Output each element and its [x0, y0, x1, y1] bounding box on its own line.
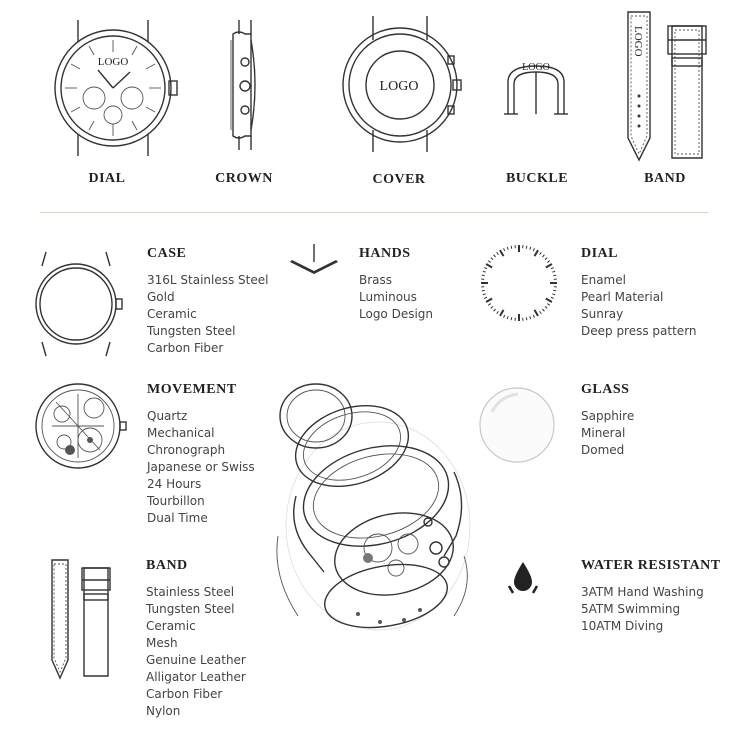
dial-tick: [497, 252, 499, 254]
list-item: 10ATM Diving: [581, 619, 664, 633]
section-title-case: CASE: [147, 246, 187, 261]
section-band: [146, 558, 246, 720]
dial-tick: [552, 271, 555, 272]
dial-tick: [542, 255, 544, 257]
dial-tick: [546, 264, 552, 268]
dial-tick: [552, 294, 555, 295]
list-dial: [581, 272, 697, 340]
top-label-buckle: BUCKLE: [505, 171, 569, 186]
list-item: Quartz: [147, 409, 188, 423]
list-item: Mesh: [146, 636, 178, 650]
dial-tick: [491, 306, 493, 308]
dial-tick: [484, 268, 487, 269]
dial-tick: [547, 261, 549, 263]
watch-crown-icon: [225, 20, 265, 150]
dial-tick: [526, 246, 527, 249]
watch-cover-icon: [335, 12, 465, 157]
list-item: Mineral: [581, 426, 626, 440]
dial-tick: [542, 309, 544, 311]
dial-tick: [504, 315, 505, 318]
list-item: Tungsten Steel: [146, 602, 235, 616]
list-item: Carbon Fiber: [146, 687, 223, 701]
list-item: Genuine Leather: [146, 653, 246, 667]
dial-tick: [486, 264, 492, 268]
section-title-water: WATER RESISTANT: [581, 558, 721, 573]
section-water-resistant: [581, 558, 721, 635]
list-item: 3ATM Hand Washing: [581, 585, 704, 599]
section-dial: [581, 246, 697, 340]
dial-tick: [530, 316, 531, 319]
section-case: [147, 246, 268, 357]
dial-tick: [545, 306, 547, 308]
dial-tick: [500, 310, 504, 316]
top-label-band: BAND: [644, 171, 686, 186]
dial-tick: [526, 317, 527, 320]
dial-tick: [491, 258, 493, 260]
band-strap-icon: [46, 556, 118, 680]
dial-tick: [483, 294, 486, 295]
dial-tick: [547, 304, 549, 306]
band-logo: LOGO: [632, 26, 644, 57]
list-item: Pearl Material: [581, 290, 664, 304]
dial-tick: [507, 316, 508, 319]
list-item: Dual Time: [147, 511, 208, 525]
list-item: Ceramic: [147, 307, 197, 321]
dial-tick: [540, 252, 542, 254]
exploded-watch-illustration: [268, 376, 480, 638]
dial-tick: [483, 271, 486, 272]
section-title-dial: DIAL: [581, 246, 619, 261]
dial-logo: LOGO: [97, 56, 129, 68]
list-hands: [359, 272, 433, 323]
list-water: [581, 584, 721, 635]
list-item: Ceramic: [146, 619, 196, 633]
buckle-logo: LOGO: [522, 62, 550, 73]
list-item: Tourbillon: [147, 494, 205, 508]
list-item: Stainless Steel: [146, 585, 235, 599]
section-glass: [581, 382, 634, 459]
watch-hands-icon: [288, 240, 340, 280]
list-item: 5ATM Swimming: [581, 602, 681, 616]
dial-tick: [553, 290, 556, 291]
dial-tick: [494, 309, 496, 311]
dial-tick: [553, 275, 556, 276]
dial-tick: [540, 311, 542, 313]
dial-tick: [497, 311, 499, 313]
section-title-band: BAND: [146, 558, 188, 573]
watch-glass-icon: [478, 386, 556, 464]
top-label-crown: CROWN: [215, 171, 273, 186]
dial-tick: [511, 246, 512, 249]
dial-tick: [530, 247, 531, 250]
list-item: Sapphire: [581, 409, 635, 423]
section-title-hands: HANDS: [359, 246, 411, 261]
list-item: Enamel: [581, 273, 626, 287]
top-label-cover: COVER: [372, 172, 426, 187]
dial-tick: [511, 317, 512, 320]
list-item: Mechanical: [147, 426, 215, 440]
list-item: Luminous: [359, 290, 417, 304]
list-item: Japanese or Swiss: [147, 460, 255, 474]
section-title-movement: MOVEMENT: [147, 382, 237, 397]
section-movement: [147, 382, 255, 527]
dial-tick: [500, 250, 504, 256]
dial-tick: [482, 275, 485, 276]
dial-tick: [533, 248, 534, 251]
list-item: 24 Hours: [147, 477, 202, 491]
list-item: Domed: [581, 443, 625, 457]
buckle-icon: [500, 58, 572, 118]
watch-band-icon: [622, 8, 712, 166]
list-item: Tungsten Steel: [147, 324, 236, 338]
list-case: [147, 272, 268, 357]
list-item: Nylon: [146, 704, 181, 718]
dial-tick: [482, 290, 485, 291]
top-label-dial: DIAL: [88, 171, 126, 186]
dial-tick: [488, 304, 490, 306]
cover-logo: LOGO: [379, 79, 419, 94]
dial-tick: [484, 297, 487, 298]
watch-case-icon: [32, 250, 124, 358]
section-hands: [359, 246, 433, 323]
list-item: Gold: [147, 290, 175, 304]
list-item: Logo Design: [359, 307, 434, 321]
section-divider: [40, 212, 708, 213]
dial-ticks-icon: [478, 240, 560, 326]
list-item: Deep press pattern: [581, 324, 697, 338]
list-item: Carbon Fiber: [147, 341, 224, 355]
list-band: [146, 584, 246, 720]
dial-tick: [488, 261, 490, 263]
water-drop-icon: [506, 560, 540, 598]
dial-tick: [551, 268, 554, 269]
dial-tick: [504, 248, 505, 251]
dial-tick: [494, 255, 496, 257]
list-movement: [147, 408, 255, 527]
section-title-glass: GLASS: [581, 382, 630, 397]
watch-movement-icon: [32, 378, 128, 474]
dial-tick: [545, 258, 547, 260]
dial-tick: [546, 299, 552, 303]
list-item: Brass: [359, 273, 393, 287]
list-item: 316L Stainless Steel: [147, 273, 269, 287]
watch-dial-icon: [48, 12, 178, 162]
dial-tick: [507, 247, 508, 250]
dial-tick: [535, 310, 539, 316]
list-item: Alligator Leather: [146, 670, 246, 684]
list-item: Sunray: [581, 307, 624, 321]
dial-tick: [533, 315, 534, 318]
list-glass: [581, 408, 634, 459]
list-item: Chronograph: [147, 443, 226, 457]
dial-tick: [551, 297, 554, 298]
dial-tick: [535, 250, 539, 256]
dial-tick: [486, 299, 492, 303]
